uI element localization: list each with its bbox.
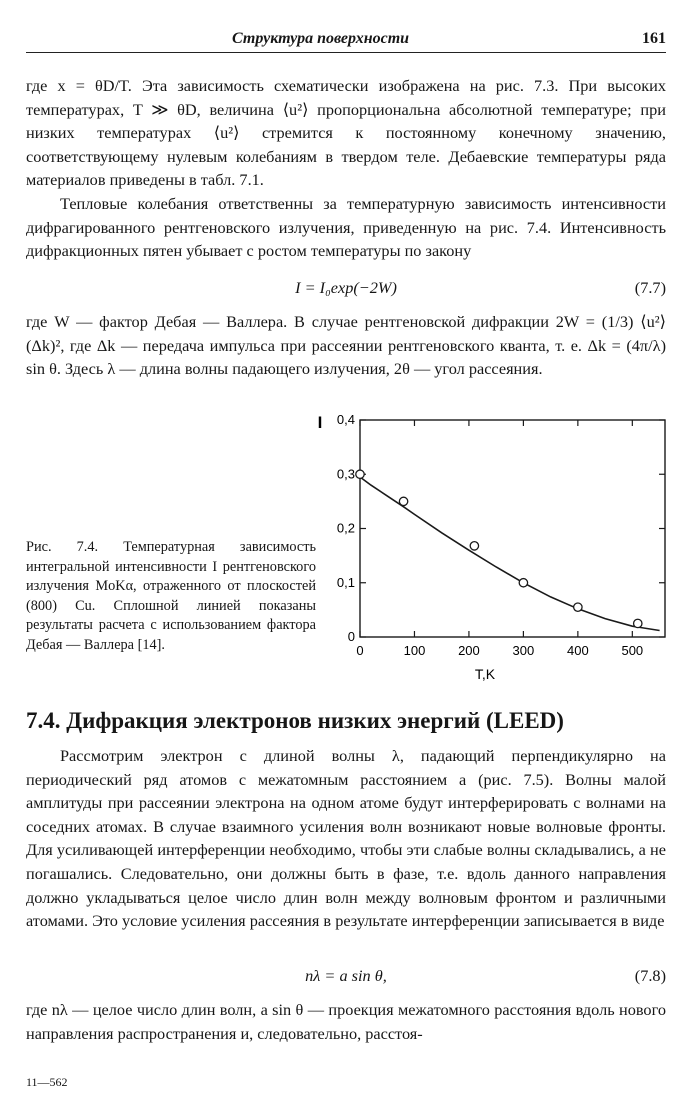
y-tick-label: 0,1 [336,574,355,590]
data-point [470,542,478,550]
paragraph-leed-intro: Рассмотрим электрон с длиной волны λ, падающий перпендикулярно на периодический ряд атомов с межатомным расстоянием a (рис. 7.5). Волны малой амплитуды при рассеянии электрона на одном атоме будут интерферировать с волнами на соседних атомах. В случае взаимного усиления волн возникают новые волновые фронты. Для усиливающей интерференции необходимо, чтобы эти слабые волны складывались, а не погашались. Следовательно, они должны быть в фазе, т.е. вдоль данного направления должно укладываться целое число длин волн между волновым фронтом и различными атомами. Это условие усиления рассеяния в результате интерференции записывается в виде [26,746,666,931]
y-axis-label: I [317,413,323,432]
x-axis-label: T,K [474,666,496,682]
equation-7-7-number: (7.7) [634,278,666,297]
section-title: 7.4. Дифракция электронов низких энергий (LEED) [26,708,564,733]
paragraph-debye-waller: где W — фактор Дебая — Валлера. В случае рентгеновской дифракции 2W = (1/3) ⟨u²⟩ (Δk)², где Δk — передача импульса при рассеянии рентгеновского кванта, т. е. Δk = (4π/λ) sin θ. Здесь λ — длина волны падающего излучения, 2θ — угол рассеяния. [26,312,666,379]
running-title: Структура поверхности [232,30,410,47]
data-point [519,579,527,587]
equation-7-8 [26,964,666,988]
data-point [634,619,642,627]
chart-frame [360,420,665,637]
plot-frame [360,420,665,637]
y-tick-label: 0,2 [336,520,355,536]
paragraph-projection: где nλ — целое число длин волн, a sin θ — проекция межатомного расстояния вдоль нового направления распространения и, следовательно, расстоя- [26,1000,666,1043]
equation-7-7 [26,276,666,300]
paragraph-thermal-vibrations: Тепловые колебания ответственны за температурную зависимость интенсивности дифрагированного рентгеновского излучения, приведенную на рис. 7.4. Интенсивность дифракционных пятен убывает с ростом температуры по закону [26,194,666,261]
data-point [399,497,407,505]
y-tick-label: 0 [347,629,355,644]
data-point [356,470,364,478]
paragraph-debye-temperatures: где x = θD/T. Эта зависимость схематически изображена на рис. 7.3. При высоких температурах, T ≫ θD, величина ⟨u²⟩ пропорциональна абсолютной температуре; при низких температурах ⟨u²⟩ стремится к постоянному конечному значению, соответствующему нулевым колебаниям в твердом теле. Дебаевские температуры ряда материалов приведены в табл. 7.1. [26,76,666,190]
data-point [574,603,582,611]
page-number: 161 [642,30,666,47]
equation-7-8-body: nλ = a sin θ, [305,966,387,985]
x-tick-label: 100 [403,643,426,658]
figure-7-4-caption: Рис. 7.4. Температурная зависимость интегральной интенсивности I рентгеновского излучения MoKα, отраженного от плоскостей (800) Cu. Сплошной линией показаны результаты расчета с использованием фактора Дебая — Валлера [14]. [26,539,316,653]
equation-7-7-body: I = I₀exp(−2W) [295,278,397,297]
chart-points [356,470,642,628]
x-tick-label: 200 [458,643,480,658]
printer-signature: 11—562 [26,1075,68,1089]
y-tick-label: 0,4 [336,412,355,427]
x-tick-label: 300 [512,643,535,658]
y-tick-label: 0,3 [336,466,355,482]
figure-7-4-chart [300,400,680,690]
x-tick-label: 0 [356,643,364,658]
equation-7-8-number: (7.8) [634,966,666,985]
x-tick-label: 400 [567,643,589,658]
x-tick-label: 500 [621,643,644,658]
running-header [26,30,666,53]
